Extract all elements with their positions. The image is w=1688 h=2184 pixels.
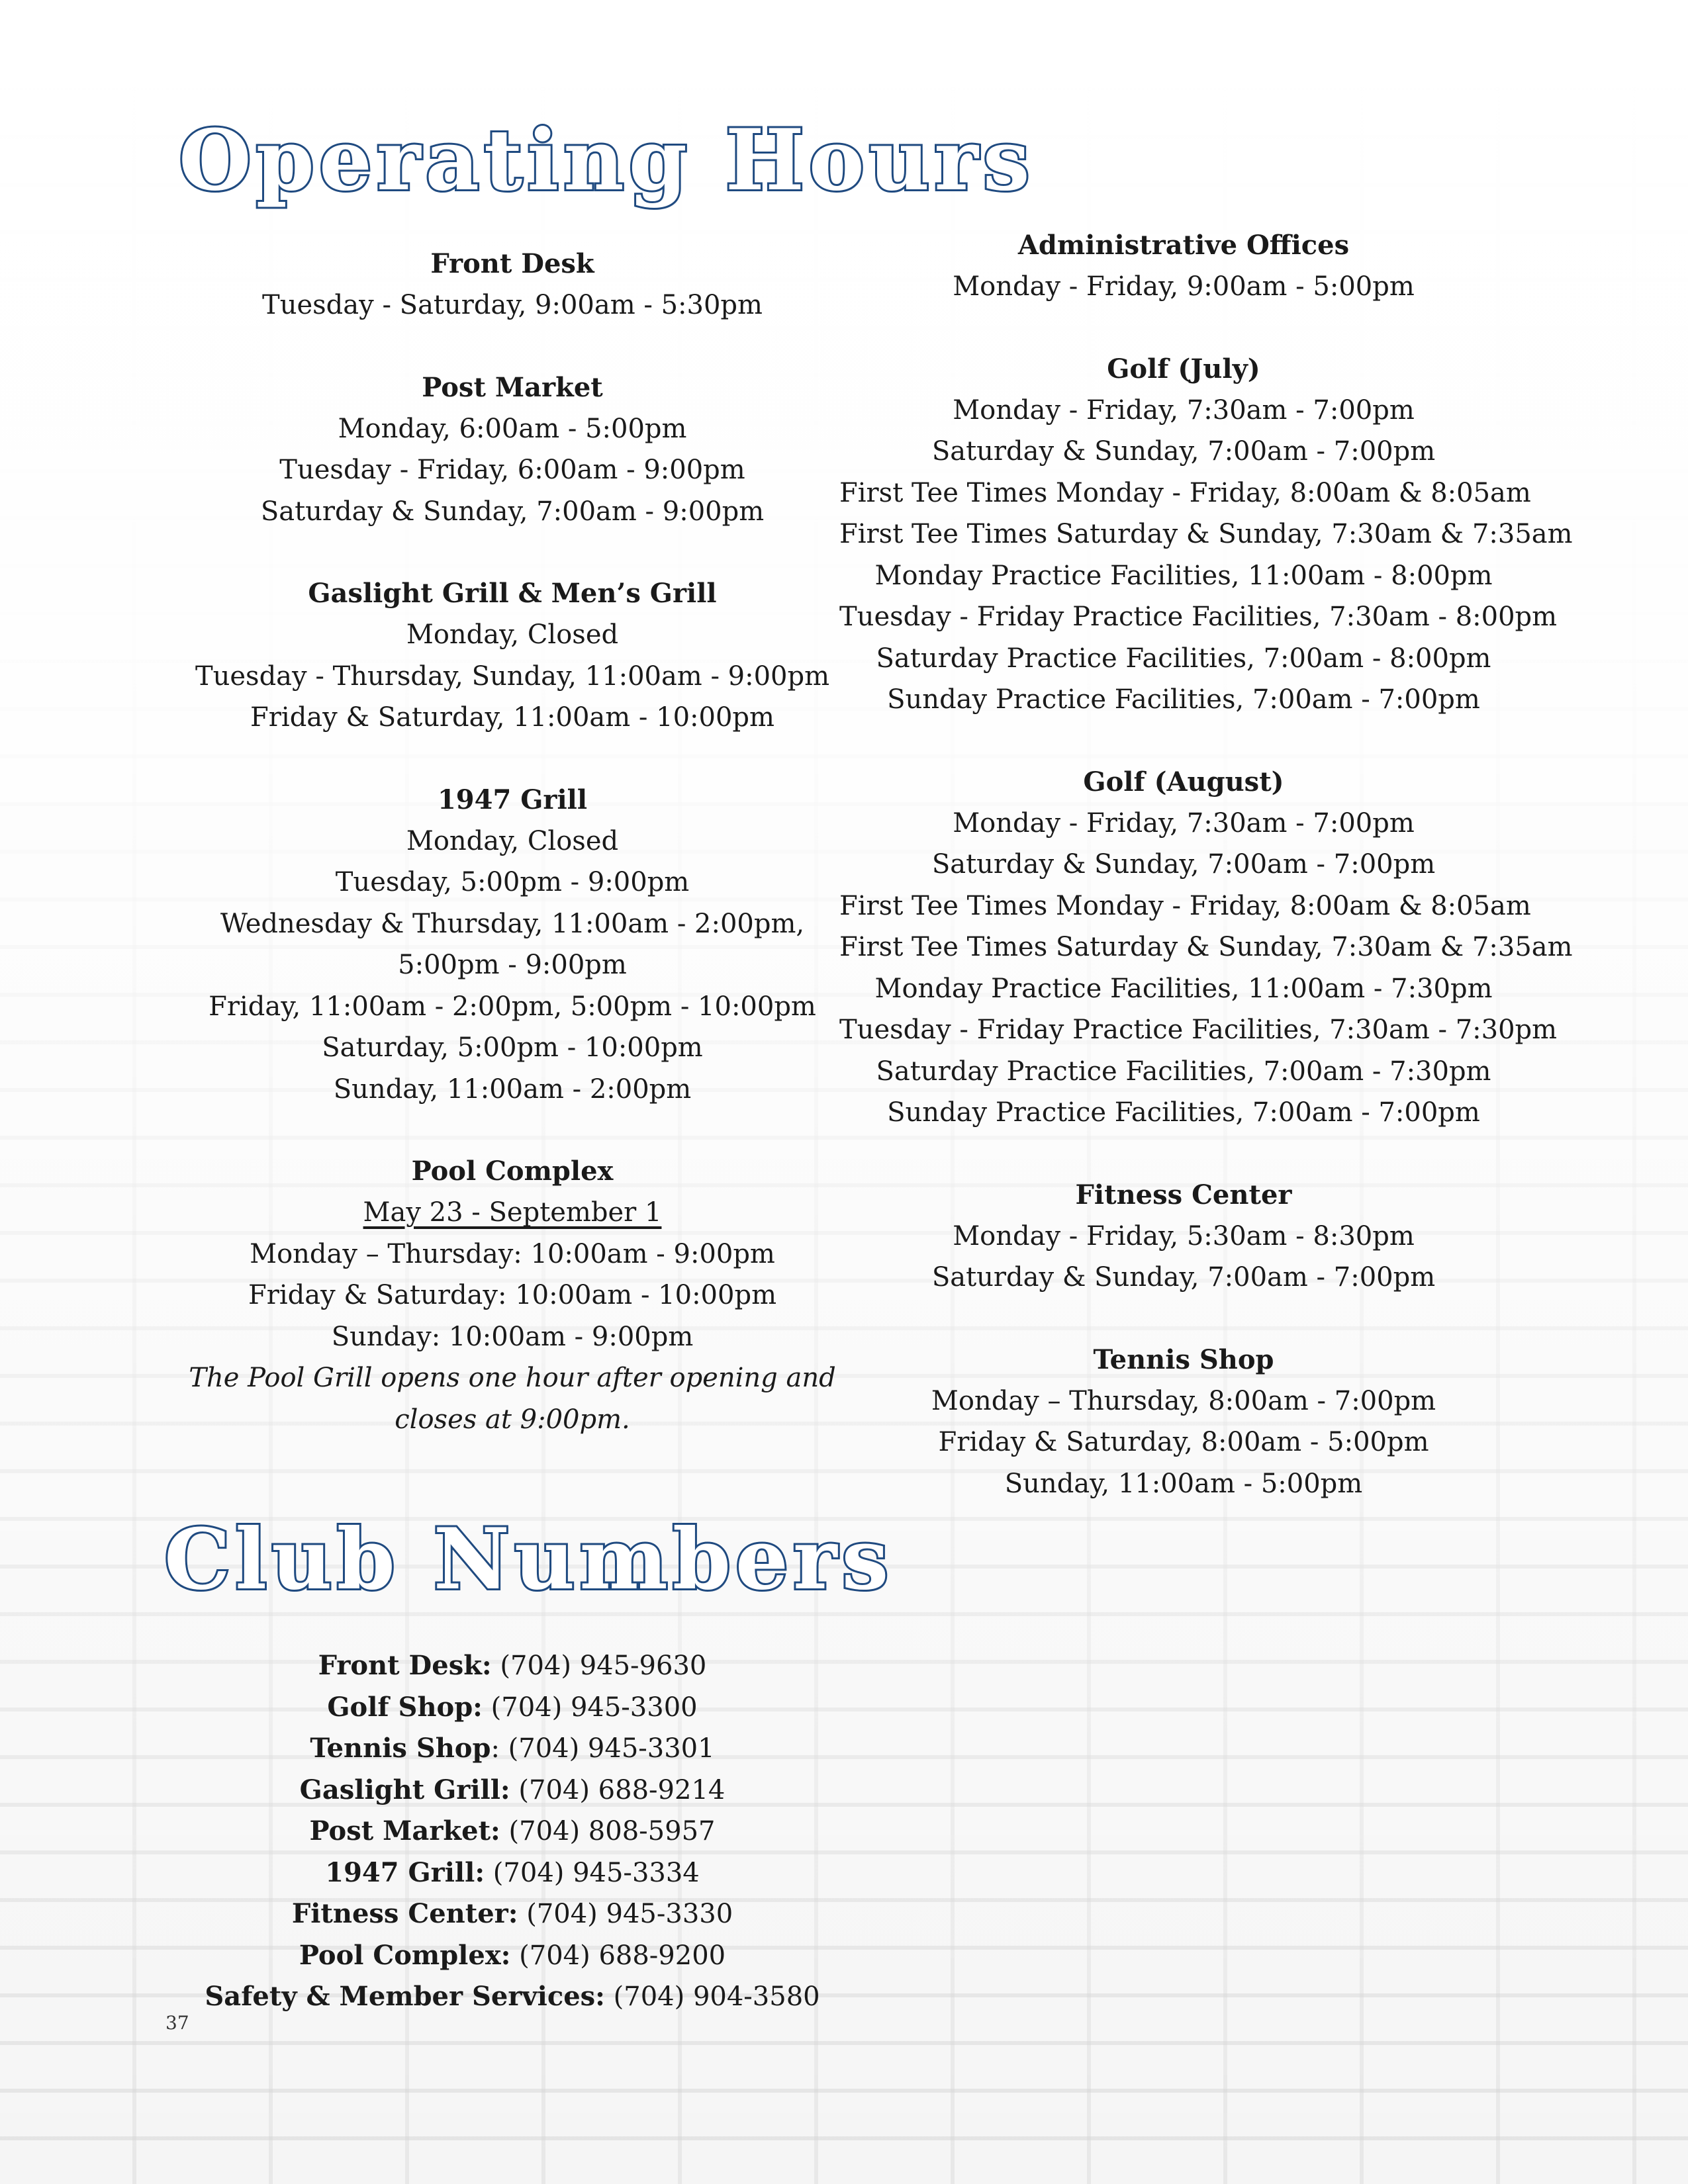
phone-number: (704) 945-3300 — [482, 1692, 698, 1723]
section-title: Gaslight Grill & Men’s Grill — [308, 578, 717, 609]
club-number-label: Safety & Member Services: — [205, 1981, 605, 2012]
hours-line: Tuesday, 5:00pm - 9:00pm — [335, 867, 690, 897]
hours-section-gaslight-grill-men-s-grill — [159, 573, 866, 739]
club-number-label: Pool Complex: — [299, 1939, 511, 1971]
hours-line: Saturday, 5:00pm - 10:00pm — [322, 1032, 703, 1063]
section-title: Post Market — [422, 371, 603, 403]
club-number-row — [159, 1852, 866, 1894]
phone-number: (704) 688-9214 — [510, 1774, 726, 1805]
hours-line: Saturday Practice Facilities, 7:00am - 8:00pm — [876, 643, 1491, 674]
club-number-label: 1947 Grill: — [325, 1856, 485, 1888]
section-title: 1947 Grill — [437, 784, 588, 815]
hours-line: Saturday & Sunday, 7:00am - 9:00pm — [260, 496, 765, 527]
hours-line: First Tee Times Monday - Friday, 8:00am & 8:05am — [839, 477, 1531, 508]
hours-line: Sunday, 11:00am - 2:00pm — [333, 1073, 692, 1105]
hours-line: 5:00pm - 9:00pm — [398, 950, 627, 980]
hours-line: Monday – Thursday, 8:00am - 7:00pm — [931, 1385, 1436, 1416]
club-number-label: Golf Shop: — [327, 1691, 483, 1723]
section-title: Fitness Center — [1075, 1179, 1292, 1210]
hours-section-golf-july — [839, 349, 1573, 721]
hours-line: Saturday & Sunday, 7:00am - 7:00pm — [931, 1262, 1436, 1293]
hours-section-golf-august — [839, 762, 1573, 1134]
section-title: Administrative Offices — [1017, 230, 1350, 261]
club-number-label: Post Market: — [309, 1815, 500, 1846]
hours-line: Monday - Friday, 7:30am - 7:00pm — [953, 807, 1415, 839]
section-title: Pool Complex — [411, 1156, 614, 1187]
hours-note: The Pool Grill opens one hour after opening and closes at 9:00pm. — [189, 1363, 836, 1435]
club-number-row — [159, 1935, 866, 1977]
hours-section-front-desk — [159, 244, 866, 326]
hours-line: Wednesday & Thursday, 11:00am - 2:00pm, — [220, 908, 805, 939]
hours-right-column — [839, 225, 1573, 1545]
hours-section-1947-grill — [159, 780, 866, 1111]
hours-line: First Tee Times Saturday & Sunday, 7:30am & 7:35am — [839, 519, 1573, 549]
hours-line: First Tee Times Monday - Friday, 8:00am & 8:05am — [839, 890, 1531, 921]
hours-line: First Tee Times Saturday & Sunday, 7:30am & 7:35am — [839, 932, 1573, 962]
phone-number: (704) 945-9630 — [491, 1651, 707, 1681]
hours-line: Saturday Practice Facilities, 7:00am - 7:30pm — [876, 1056, 1491, 1087]
hours-line: Tuesday - Friday Practice Facilities, 7:30am - 7:30pm — [839, 1015, 1558, 1045]
hours-line: Monday Practice Facilities, 11:00am - 8:00pm — [874, 560, 1493, 591]
hours-line: Monday Practice Facilities, 11:00am - 7:30pm — [874, 973, 1493, 1004]
hours-line: Friday & Saturday, 8:00am - 5:00pm — [938, 1427, 1429, 1457]
hours-section-post-market — [159, 367, 866, 533]
club-number-row — [159, 1893, 866, 1935]
hours-line: Friday, 11:00am - 2:00pm, 5:00pm - 10:00pm — [209, 991, 816, 1022]
phone-number: (704) 808-5957 — [500, 1816, 716, 1846]
hours-line: Monday, 6:00am - 5:00pm — [338, 413, 687, 444]
club-number-label: Tennis Shop — [310, 1733, 491, 1764]
club-number-label: Gaslight Grill: — [299, 1774, 510, 1805]
club-numbers-list — [159, 1645, 866, 2018]
section-title: Front Desk — [430, 248, 594, 279]
club-numbers-heading: Club Numbers — [164, 1510, 894, 1608]
hours-line: Monday, Closed — [406, 825, 619, 856]
hours-line: Sunday Practice Facilities, 7:00am - 7:00pm — [887, 1097, 1480, 1128]
hours-left-column — [159, 244, 866, 1481]
hours-section-tennis-shop — [839, 1340, 1528, 1505]
date-range: May 23 - September 1 — [363, 1197, 662, 1228]
hours-line: Friday & Saturday, 11:00am - 10:00pm — [250, 702, 774, 733]
hours-line: Monday - Friday, 9:00am - 5:00pm — [953, 271, 1415, 302]
hours-section-pool-complex — [159, 1151, 866, 1440]
hours-line: Sunday Practice Facilities, 7:00am - 7:00pm — [887, 684, 1480, 715]
hours-line: Tuesday - Thursday, Sunday, 11:00am - 9:00pm — [195, 660, 830, 692]
hours-line: Monday, Closed — [406, 619, 619, 650]
hours-line: Monday - Friday, 7:30am - 7:00pm — [953, 394, 1415, 426]
operating-hours-heading: Operating Hours — [179, 111, 1035, 209]
section-title: Tennis Shop — [1093, 1343, 1274, 1375]
hours-line: Friday & Saturday: 10:00am - 10:00pm — [248, 1280, 776, 1310]
section-title: Golf (August) — [1083, 766, 1284, 797]
hours-line: Monday - Friday, 5:30am - 8:30pm — [953, 1220, 1415, 1251]
club-number-label: Fitness Center: — [291, 1898, 518, 1929]
hours-line: Tuesday - Friday, 6:00am - 9:00pm — [279, 455, 745, 485]
hours-line: Saturday & Sunday, 7:00am - 7:00pm — [931, 849, 1436, 880]
club-number-row — [159, 1976, 866, 2018]
phone-number: (704) 945-3330 — [518, 1899, 733, 1929]
hours-section-administrative-offices — [839, 225, 1528, 308]
hours-section-fitness-center — [839, 1175, 1528, 1298]
hours-line: Tuesday - Saturday, 9:00am - 5:30pm — [262, 290, 763, 320]
phone-number: (704) 945-3334 — [485, 1857, 700, 1888]
phone-number: : (704) 945-3301 — [491, 1733, 715, 1764]
club-number-row — [159, 1645, 866, 1687]
club-number-row — [159, 1687, 866, 1729]
club-number-label: Front Desk: — [318, 1650, 492, 1681]
hours-line: Sunday, 11:00am - 5:00pm — [1004, 1468, 1363, 1499]
phone-number: (704) 688-9200 — [510, 1940, 726, 1971]
hours-line: Saturday & Sunday, 7:00am - 7:00pm — [931, 436, 1436, 467]
hours-line: Sunday: 10:00am - 9:00pm — [331, 1321, 694, 1352]
hours-line: Monday – Thursday: 10:00am - 9:00pm — [250, 1238, 775, 1269]
section-title: Golf (July) — [1107, 353, 1260, 385]
club-number-row — [159, 1728, 866, 1770]
hours-line: Tuesday - Friday Practice Facilities, 7:30am - 8:00pm — [839, 602, 1558, 632]
club-number-row — [159, 1811, 866, 1852]
phone-number: (704) 904-3580 — [604, 1981, 820, 2012]
page-number: 37 — [165, 2012, 189, 2034]
club-number-row — [159, 1770, 866, 1811]
